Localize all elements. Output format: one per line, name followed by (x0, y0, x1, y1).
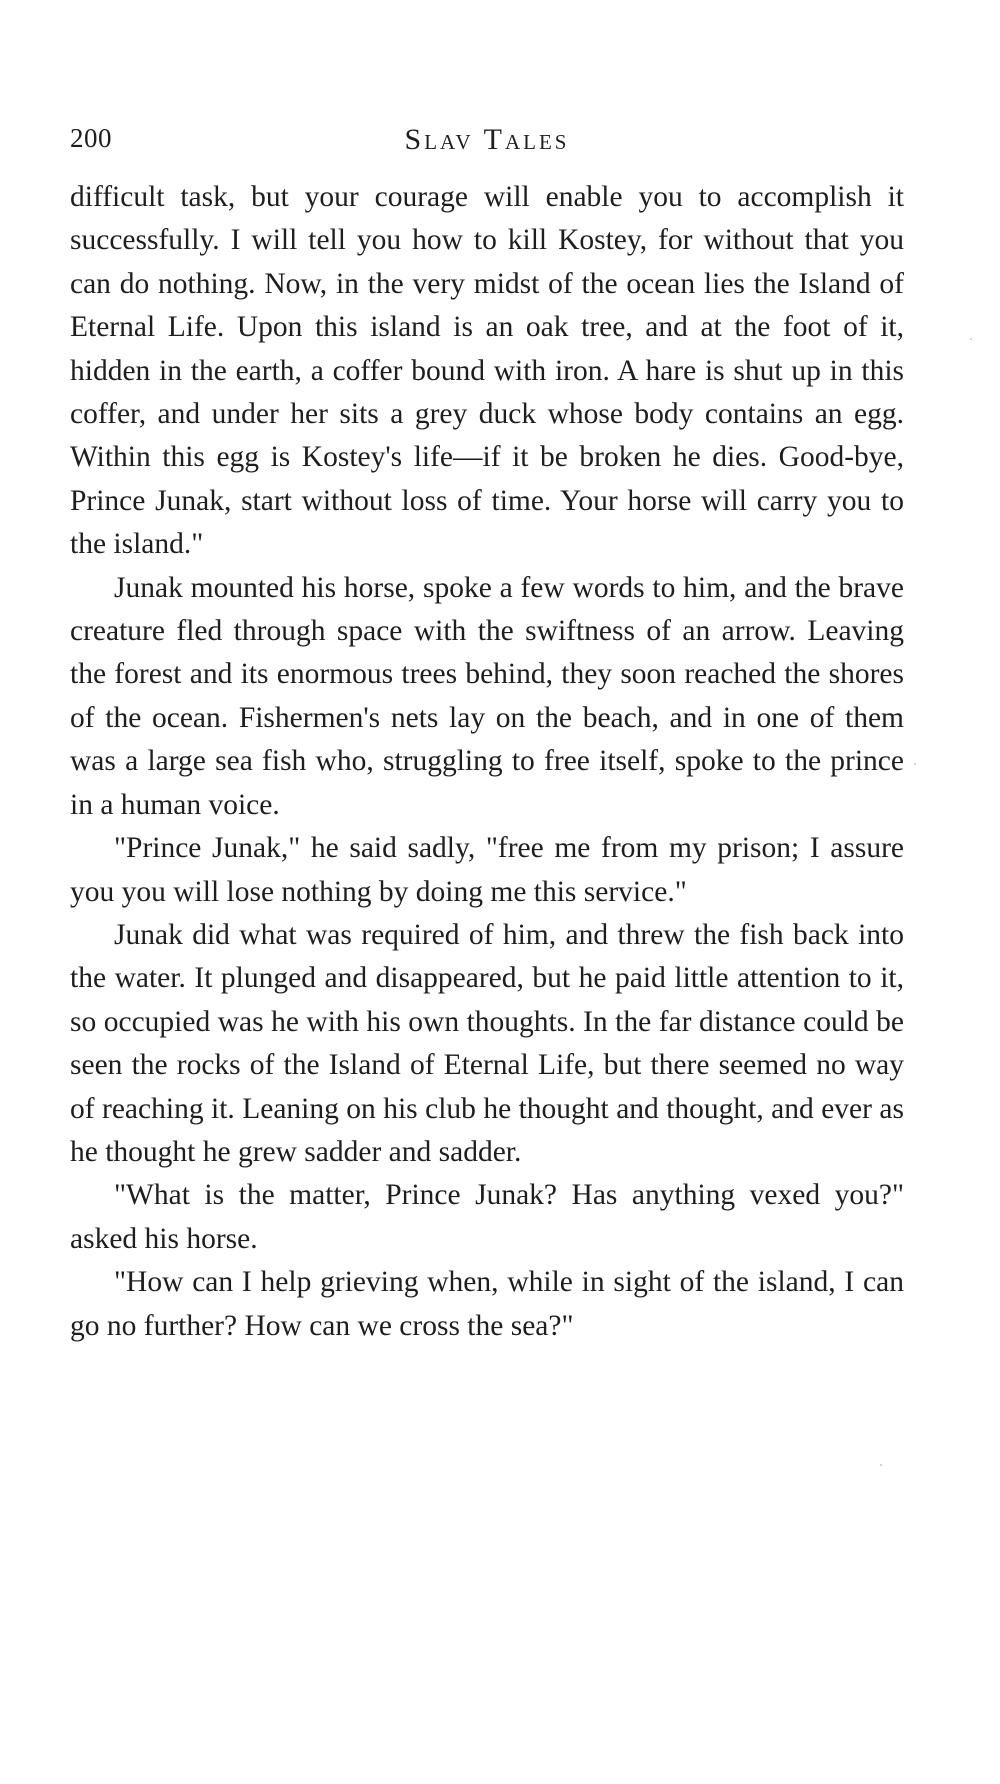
paragraph-continuation: difficult task, but your courage will enable you to accomplish it successfully. I will tell you how to kill Kostey, for without that you can do nothing. Now, in the very midst of the ocean lies the Island of Eternal Life. Upon this island is an oak tree, and at the foot of it, hidden in the earth, a coffer bound with iron. A hare is shut up in this coffer, and under her sits a grey duck whose body contains an egg. Within this egg is Kostey's life—if it be broken he dies. Good-bye, Prince Junak, start without loss of time. Your horse will carry you to the island." (70, 181, 904, 561)
running-head: Slav Tales (404, 123, 570, 156)
paragraph: Junak mounted his horse, spoke a few words to him, and the brave creature fled through space with the swiftness of an arrow. Leaving the forest and its enormous trees behind, they soon reached the shores of the ocean. Fishermen's nets lay on the beach, and in one of them was a large sea fish who, struggling to free itself, spoke to the prince in a human voice. (70, 571, 904, 821)
paragraph: "Prince Junak," he said sadly, "free me from my prison; I assure you you will lose nothing by doing me this service." (70, 832, 904, 908)
paper-speck (970, 338, 972, 340)
page-number: 200 (70, 123, 112, 153)
page-header (70, 123, 904, 163)
paragraph: "How can I help grieving when, while in sight of the island, I can go no further? How can we cross the sea?" (70, 1266, 904, 1342)
paragraph: "What is the matter, Prince Junak? Has anything vexed you?" asked his horse. (70, 1179, 904, 1255)
paper-speck (914, 763, 916, 765)
paragraph: Junak did what was required of him, and threw the fish back into the water. It plunged and disappeared, but he paid little attention to it, so occupied was he with his own thoughts. In the far distance could be seen the rocks of the Island of Eternal Life, but there seemed no way of reaching it. Leaning on his club he thought and thought, and ever as he thought he grew sadder and sadder. (70, 918, 904, 1168)
body-text (70, 176, 904, 1348)
paper-speck (880, 1464, 882, 1466)
